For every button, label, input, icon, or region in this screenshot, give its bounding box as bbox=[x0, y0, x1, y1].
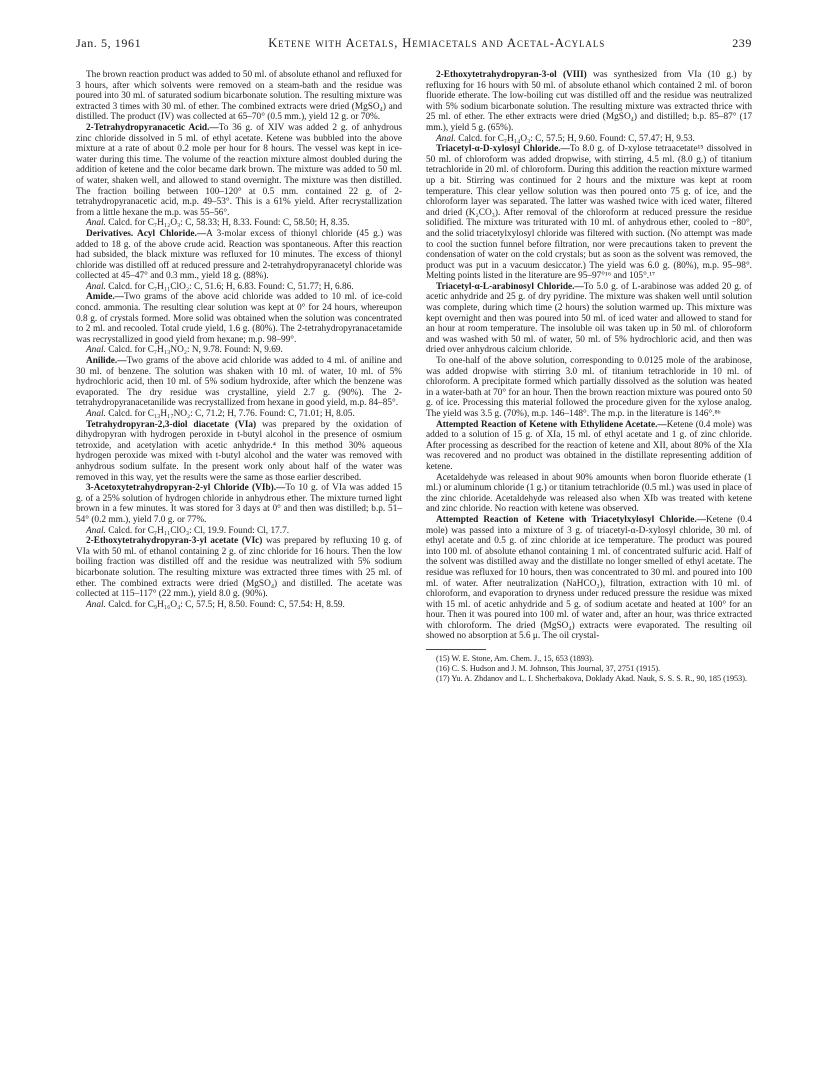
paragraph bbox=[76, 536, 402, 600]
paragraph bbox=[76, 483, 402, 525]
right-column bbox=[426, 70, 752, 684]
paragraph-text: To one-half of the above solution, corresponding to 0.0125 mole of the arabinose, was added dropwise with stirring 3.0 ml. of titanium tetrachloride in 10 ml. of chloroform. A precipitate formed which partially dissolved as the solution was heated in a water-bath at 70° for an hour. Then the brown reaction mixture was poured onto 50 g. of ice. Processing this material followed the procedure given for the xylose analog. The yield was 3.5 g. (70%), m.p. 146–148°. The m.p. in the literature is 146°.⁸ᵇ bbox=[426, 356, 752, 419]
footnotes bbox=[426, 649, 752, 684]
paragraph-text: Two grams of the above acid chloride was added to 4 ml. of aniline and 30 ml. of benzene. The solution was shaken with 10 ml. of water, 10 ml. of 5% hydrochloric acid, then 10 ml. of 5% sodium hydroxide, after which the benzene was evaporated. The dry residue was crystalline, yield 2.7 g. (90%). The 2-tetrahydropyranacetanilide was recrystallized from hexane in good yield, m.p. 84–85°. bbox=[76, 356, 402, 409]
paragraph bbox=[76, 123, 402, 218]
section-lead: Tetrahydropyran-2,3-diol diacetate (VIa) bbox=[86, 419, 257, 430]
paragraph-text: Ketene (0.4 mole) was added to a solution of 15 g. of XIa, 15 ml. of ethyl acetate and 1 g. of zinc chloride. After processing as described for the reaction of ketene and XII, about 80% of the XIa was recovered and no product was obtained in the distillate representing addition of ketene. bbox=[426, 419, 752, 472]
paragraph bbox=[426, 473, 752, 515]
paragraph bbox=[76, 409, 402, 420]
analysis-label: Anal. bbox=[86, 218, 106, 229]
paragraph-text: Calcd. for C₉H₁₆O₄: C, 57.5; H, 8.50. Found: C, 57.54: H, 8.59. bbox=[105, 599, 345, 610]
section-lead: Amide.— bbox=[86, 292, 124, 303]
section-lead: Derivatives. Acyl Chloride.— bbox=[86, 228, 207, 239]
paragraph bbox=[76, 229, 402, 282]
paragraph-text: Two grams of the above acid chloride was added to 10 ml. of ice-cold concd. ammonia. The resulting clear solution was kept at 0° for 24 hours, whereupon 0.8 g. of crystals formed. More solid was obtained when the solution was concentrated to 2 ml. and recooled. Total crude yield, 1.6 g. (80%). The 2-tetrahydropyranacetamide was recrystallized in good yield from hexane; m.p. 98–99°. bbox=[76, 292, 402, 345]
paragraph-text: Acetaldehyde was released in about 90% amounts when boron fluoride etherate (1 ml.) or aluminum chloride (1 g.) or titanium tetrachloride (0.5 ml.) was used in place of the zinc chloride. Acetaldehyde was released also when XIb was treated with ketene and zinc chloride. No reaction with ketene was observed. bbox=[426, 472, 752, 515]
paragraph bbox=[76, 292, 402, 345]
running-title: Ketene with Acetals, Hemiacetals and Acetal-Acylals bbox=[268, 36, 606, 50]
paragraph bbox=[76, 218, 402, 229]
paragraph-text: To 8.0 g. of D-xylose tetraacetate¹⁵ dissolved in 50 ml. of chloroform was added dropwise, with stirring, 4.5 ml. (8.0 g.) of titanium tetrachloride in 20 ml. of chloroform. During this addition the reaction mixture warmed up a bit. Stirring was continued for 2 hours and the mixture was kept at room temperature. This clear yellow solution was then poured onto 75 g. of ice, and the chloroform layer was separated. The latter was washed twice with iced water, filtered and dried (K₂CO₃). After removal of the chloroform at reduced pressure the residue solidified. The mixture was triturated with 10 ml. of anhydrous ether, cooled to −80°, and the solid triacetylxylosyl chloride was filtered with suction. (No attempt was made to cool the suction funnel before filtration, nor were precautions taken to prevent the condensation of water on the cold crystals; but as soon as the solvent was removed, the product was put in a vacuum desiccator.) The yield was 6.0 g. (80%), m.p. 95–98°. Melting points listed in the literature are 95–97°¹⁶ and 105°.¹⁷ bbox=[426, 144, 752, 282]
analysis-label: Anal. bbox=[86, 525, 106, 536]
analysis-label: Anal. bbox=[86, 345, 106, 356]
paragraph-text: Ketene (0.4 mole) was passed into a mixture of 3 g. of triacetyl-α-D-xylosyl chloride, 30 ml. of ethyl acetate and 0.5 g. of zinc chloride at ice temperature. The product was poured into 100 ml. of absolute ethanol containing 1 ml. of concentrated sulfuric acid. Half of the solvent was distilled away and the distillate no longer smelled of ethyl acetate. The residue was refluxed for 10 hours, then was concentrated to 30 ml. and poured into 100 ml. of water. After neutralization (NaHCO₃), filtration, extraction with 10 ml. of chloroform, and evaporation to dryness under reduced pressure the residue was mixed with 15 ml. of acetic anhydride and 5 g. of sodium acetate and heated at 100° for an hour. Then it was poured into 100 ml. of water and, after an hour, was thrice extracted with chloroform. The dried (MgSO₄) extracts were evaporated. The resulting oil showed no absorption at 5.6 μ. The oil crystal- bbox=[426, 514, 752, 642]
paragraph-text: was prepared by the oxidation of dihydropyran with hydrogen peroxide in t-butyl alcohol in the presence of osmium tetroxide, and acetylation with acetic anhydride.⁴ In this method 30% aqueous hydrogen peroxide was mixed with t-butyl alcohol and the water was removed with anhydrous sodium sulfate. In the present work only about half of the water was removed in this way, yet the results were the same as those earlier described. bbox=[76, 419, 403, 483]
paragraph-text: A 3-molar excess of thionyl chloride (45 g.) was added to 18 g. of the above crude acid. Reaction was spontaneous. After this reaction had subsided, the black mixture was refluxed for 10 minutes. The excess of thionyl chloride was distilled off at reduced pressure and 2-tetrahydropyranacetyl chloride was collected at 45–47° and 0.3 mm., yield 18 g. (88%). bbox=[76, 228, 402, 282]
paragraph bbox=[426, 356, 752, 420]
paragraph-text: was prepared by refluxing 10 g. of VIa with 50 ml. of ethanol containing 2 g. of zinc chloride for 16 hours. Then the low boiling fraction was distilled off and the residue was neutralized with 5% sodium bicarbonate solution. The resulting mixture was extracted three times with 25 ml. of ether. The combined extracts were dried (MgSO₄) and distilled. The acetate was collected at 115–117° (22 mm.), yield 8.0 g. (90%). bbox=[76, 536, 402, 600]
paragraph-text: Calcd. for C₇H₁₁ClO₃: Cl, 19.9. Found: Cl, 17.7. bbox=[105, 525, 290, 536]
paragraph-text: To 5.0 g. of L-arabinose was added 20 g. of acetic anhydride and 25 g. of dry pyridine. The mixture was shaken well until solution was complete, during which time (2 hours) the solution warmed up. This mixture was kept overnight and then was poured into 50 ml. of iced water and allowed to stand for an hour at room temperature. The insoluble oil was taken up in 50 ml. of chloroform and was washed with 50 ml. of water, 50 ml. of 5% hydrochloric acid, and then was dried over anhydrous calcium chloride. bbox=[426, 281, 752, 356]
footnote: (15) W. E. Stone, Am. Chem. J., 15, 653 (1893). bbox=[436, 654, 594, 664]
section-lead: Triacetyl-α-L-arabinosyl Chloride.— bbox=[436, 281, 584, 292]
paragraph-text: To 10 g. of VIa was added 15 g. of a 25% solution of hydrogen chloride in anhydrous ether. The mixture turned light brown in a few minutes. It was stored for 3 days at 0° and then was distilled; b.p. 51–54° (0.2 mm.), yield 7.0 g. or 77%. bbox=[76, 483, 402, 525]
paragraph bbox=[76, 420, 402, 484]
analysis-label: Anal. bbox=[86, 599, 106, 610]
analysis-label: Anal. bbox=[86, 281, 106, 292]
section-lead: Attempted Reaction of Ketene with Ethylidene Acetate.— bbox=[436, 419, 667, 430]
paragraph bbox=[76, 600, 402, 611]
paragraph bbox=[426, 515, 752, 642]
paragraph bbox=[76, 526, 402, 537]
section-lead: 2-Tetrahydropyranacetic Acid.— bbox=[86, 122, 219, 133]
footnote: (16) C. S. Hudson and J. M. Johnson, This Journal, 37, 2751 (1915). bbox=[436, 664, 661, 674]
paragraph-text: Calcd. for C₇H₁₁ClO₂: C, 51.6; H, 6.83. Found: C, 51.77; H, 6.86. bbox=[105, 281, 354, 292]
paragraph bbox=[76, 345, 402, 356]
section-lead: 3-Acetoxytetrahydropyran-2-yl Chloride (VIb).— bbox=[86, 483, 286, 494]
paragraph bbox=[76, 70, 402, 123]
section-lead: 2-Ethoxytetrahydropyran-3-yl acetate (VIc) bbox=[86, 536, 263, 547]
paragraph bbox=[426, 282, 752, 356]
paragraph bbox=[426, 70, 752, 134]
section-lead: 2-Ethoxytetrahydropyran-3-ol (VIII) bbox=[436, 70, 587, 80]
footnote: (17) Yu. A. Zhdanov and L. I. Shcherbakova, Doklady Akad. Nauk, S. S. S. R., 90, 185 (1953). bbox=[436, 674, 748, 684]
running-head bbox=[76, 36, 752, 54]
paragraph bbox=[426, 144, 752, 282]
paragraph-text: The brown reaction product was added to 50 ml. of absolute ethanol and refluxed for 3 hours, after which solvents were removed on a steam-bath and the residue was poured into 30 ml. of saturated sodium bicarbonate solution. The resulting mixture was extracted 3 times with 30 ml. of ether. The combined extracts were dried (MgSO₄) and distilled. The product (IV) was collected at 65–70° (0.5 mm.), yield 12 g. or 70%. bbox=[76, 70, 402, 123]
analysis-label: Anal. bbox=[436, 133, 456, 144]
paragraph-text: Calcd. for C₇H₁₄O₃: C, 57.5; H, 9.60. Found: C, 57.47; H, 9.53. bbox=[455, 133, 695, 144]
paragraph-text: was synthesized from VIa (10 g.) by refluxing for 16 hours with 50 ml. of absolute ethanol which contained 2 ml. of boron fluoride etherate. The low-boiling cut was distilled off and the residue was neutralized with 5% sodium bicarbonate solution. The resulting mixture was extracted thrice with 25 ml. of ether. The ether extracts were dried (MgSO₄) and distilled; b.p. 85–87° (17 mm.), yield 5 g. (65%). bbox=[426, 70, 752, 133]
section-lead: Triacetyl-α-D-xylosyl Chloride.— bbox=[436, 144, 570, 155]
page-number: 239 bbox=[732, 36, 752, 50]
issue-date: Jan. 5, 1961 bbox=[76, 36, 142, 50]
paragraph bbox=[76, 356, 402, 409]
section-lead: Anilide.— bbox=[86, 356, 127, 367]
footnote-rule bbox=[426, 649, 486, 650]
analysis-label: Anal. bbox=[86, 409, 106, 419]
paragraph bbox=[426, 134, 752, 145]
left-column bbox=[76, 70, 402, 610]
paragraph-text: Calcd. for C₇H₁₃NO₂: N, 9.78. Found: N, 9.69. bbox=[105, 345, 283, 356]
paragraph bbox=[426, 420, 752, 473]
paragraph-text: Calcd. for C₁₃H₁₇NO₂: C, 71.2; H, 7.76. Found: C, 71.01; H, 8.05. bbox=[105, 409, 355, 419]
paragraph-text: To 36 g. of XIV was added 2 g. of anhydrous zinc chloride dissolved in 5 ml. of ethyl acetate. Ketene was bubbled into the above mixture at a rate of about 0.2 mole per hour for 8 hours. The vessel was kept in ice-water during this time. The volume of the reaction mixture almost doubled during the addition of ketene and the color became dark brown. The mixture was added to 50 ml. of water, shaken well, and allowed to stand overnight. The mixture was then distilled. The fraction boiling between 100–120° at 0.5 mm. contained 22 g. of 2-tetrahydropyranacetic acid, m.p. 49–53°. This is a 61% yield. After recrystallization from a little hexane the m.p. was 55–56°. bbox=[76, 122, 403, 218]
paragraph-text: Calcd. for C₇H₁₂O₃: C, 58.33; H, 8.33. Found: C, 58.50; H, 8.35. bbox=[105, 218, 350, 229]
paragraph bbox=[76, 282, 402, 293]
section-lead: Attempted Reaction of Ketene with Triacetylxylosyl Chloride.— bbox=[436, 514, 706, 525]
